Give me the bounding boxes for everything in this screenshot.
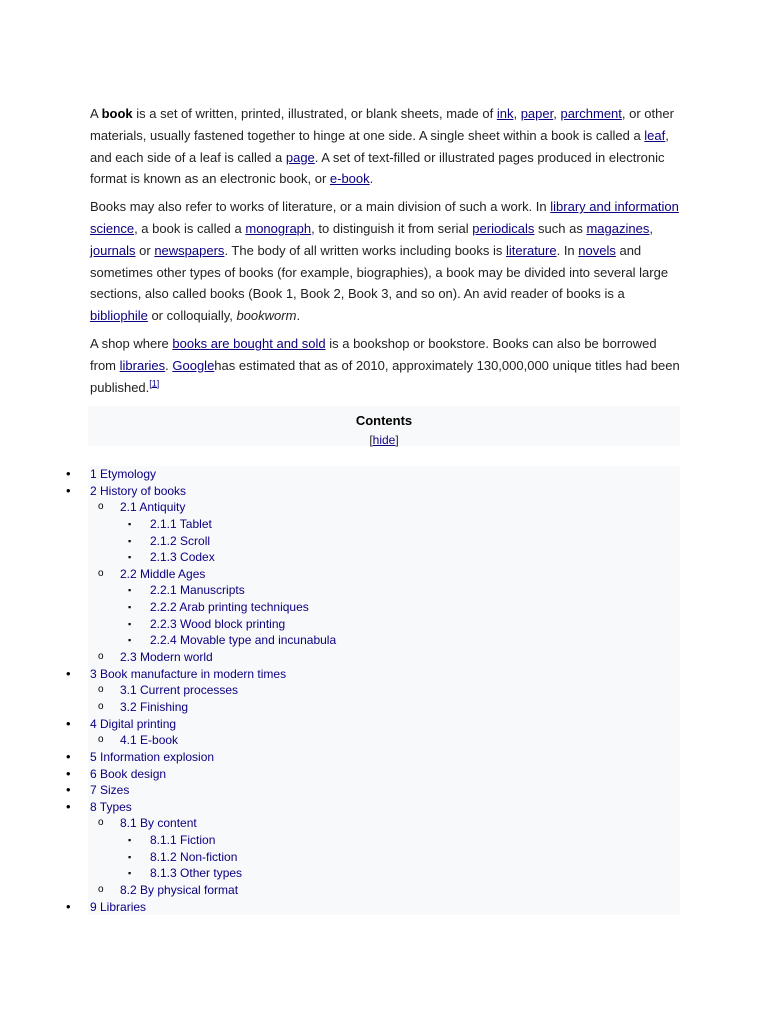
toc-header — [88, 406, 680, 446]
text-run: or colloquially, — [147, 308, 237, 324]
link-novels[interactable]: novels — [578, 242, 616, 258]
text-run: . — [165, 357, 173, 373]
text-run: or — [135, 242, 155, 258]
toc-bullet-icon: ▪ — [128, 552, 132, 563]
toc-link[interactable]: 6 Book design — [90, 766, 167, 781]
link-ink[interactable]: ink — [496, 106, 514, 121]
toc-link[interactable]: 2.2.4 Movable type and incunabula — [150, 633, 337, 648]
link-bibliophile[interactable]: bibliophile — [90, 308, 148, 324]
toc-link[interactable]: 3.2 Finishing — [120, 699, 189, 714]
text-run: , to distinguish it from serial — [311, 220, 473, 236]
toc-link[interactable]: 2.1.1 Tablet — [150, 516, 212, 531]
toc-bullet-icon: • — [66, 782, 71, 798]
toc-bullet-icon: ▪ — [128, 518, 132, 529]
toc-item — [88, 632, 680, 649]
link-monograph[interactable]: monograph — [245, 220, 312, 236]
toc-hide-link[interactable]: hide — [372, 433, 396, 447]
toc-bullet-icon: o — [98, 567, 104, 579]
toc-bullet-icon: o — [98, 734, 104, 746]
toc-toggle — [88, 432, 680, 448]
toc-title: Contents — [355, 413, 413, 428]
toc-item — [88, 599, 680, 616]
toc-bullet-icon: o — [98, 817, 104, 829]
text-run: , and each side of a leaf is called a — [90, 127, 669, 165]
toc-link[interactable]: 9 Libraries — [90, 899, 147, 914]
toc-link[interactable]: 2.2.2 Arab printing techniques — [150, 600, 309, 615]
toc-item — [88, 582, 680, 599]
toc-link[interactable]: 8.1 By content — [120, 816, 197, 831]
toc-item — [88, 499, 680, 516]
toc-bullet-icon: ▪ — [128, 868, 132, 879]
link-literature[interactable]: literature — [506, 242, 557, 258]
toc-link[interactable]: 1 Etymology — [90, 467, 157, 481]
toc-item — [88, 533, 680, 550]
toc-link[interactable]: 8.2 By physical format — [120, 883, 239, 898]
term-book: book — [101, 106, 133, 121]
text-run: , — [513, 106, 521, 121]
text-run: is a set of written, printed, illustrated, or blank sheets, made of — [132, 106, 497, 121]
toc-item — [66, 782, 680, 799]
toc-bullet-icon: • — [66, 715, 71, 731]
toc-bullet-icon: ▪ — [128, 635, 132, 646]
toc-bullet-icon: • — [66, 898, 71, 914]
toc-link[interactable]: 2.1.2 Scroll — [150, 533, 211, 548]
toc-item — [88, 516, 680, 533]
toc-item — [88, 815, 680, 832]
toc-bullet-icon: ▪ — [128, 618, 132, 629]
toc-link[interactable]: 4.1 E-book — [120, 733, 179, 748]
text-run: has estimated that as of 2010, approximately 130,000,000 unique titles had been published. — [90, 357, 680, 395]
toc-bullet-icon: o — [98, 700, 104, 712]
toc-bullet-icon: o — [98, 501, 104, 513]
toc-link[interactable]: 8 Types — [90, 799, 132, 814]
toc-item — [66, 898, 680, 916]
toc-link[interactable]: 2 History of books — [90, 483, 187, 498]
intro-paragraph-2 — [90, 196, 680, 327]
link-leaf[interactable]: leaf — [644, 127, 666, 143]
toc-bullet-icon: • — [66, 765, 71, 781]
toc-item — [88, 849, 680, 866]
toc-link[interactable]: 8.1.2 Non-fiction — [150, 849, 238, 864]
text-run: , a book is called a — [134, 220, 246, 236]
toc-item — [88, 699, 680, 716]
toc-bullet-icon: o — [98, 684, 104, 696]
link-paper[interactable]: paper — [520, 106, 554, 121]
toc-toggle-bracket-open: [ — [369, 433, 373, 447]
toc-item — [88, 732, 680, 749]
toc-link[interactable]: 3 Book manufacture in modern times — [90, 666, 287, 681]
text-run: . — [296, 308, 301, 324]
toc-item — [88, 682, 680, 699]
toc-bullet-icon: • — [66, 798, 71, 814]
link-ebook[interactable]: e-book — [329, 171, 370, 187]
toc-link[interactable]: 8.1.1 Fiction — [150, 833, 216, 848]
text-run: A shop where — [90, 335, 173, 351]
toc-item — [66, 765, 680, 783]
link-page[interactable]: page — [285, 149, 315, 165]
toc-link[interactable]: 2.1.3 Codex — [150, 550, 215, 565]
toc-link[interactable]: 5 Information explosion — [90, 749, 215, 764]
toc-item — [88, 865, 680, 882]
link-library-science[interactable]: library and information science — [90, 199, 679, 236]
toc-bullet-icon: • — [66, 748, 71, 764]
toc-item — [88, 882, 680, 899]
toc-item — [88, 566, 680, 583]
toc-link[interactable]: 2.2.1 Manuscripts — [150, 583, 245, 598]
toc-link[interactable]: 3.1 Current processes — [120, 683, 239, 698]
toc-item — [66, 798, 680, 816]
toc-link[interactable]: 2.3 Modern world — [120, 650, 213, 665]
toc-bullet-icon: o — [98, 884, 104, 896]
text-run: and sometimes other types of books (for example, biographies), a book may be divided into several large sections, also called books (Book 1, Book 2, Book 3, and so on). An avid reader of books is a — [90, 242, 669, 302]
intro-paragraph-1 — [90, 103, 680, 190]
toc-bullet-icon: ▪ — [128, 535, 132, 546]
toc-list — [60, 466, 680, 915]
link-libraries[interactable]: libraries — [119, 357, 166, 373]
link-newspapers[interactable]: newspapers — [154, 242, 225, 258]
toc-bullet-icon: ▪ — [128, 851, 132, 862]
toc-bullet-icon: • — [66, 466, 71, 481]
text-run: . A set of text-filled or illustrated pages produced in electronic format is known as an electronic book, or — [90, 149, 665, 187]
toc-bullet-icon: • — [66, 665, 71, 681]
reference-link-1[interactable]: [1] — [149, 378, 160, 389]
link-journals[interactable]: journals — [90, 242, 136, 258]
toc-link[interactable]: 2.2 Middle Ages — [120, 566, 206, 581]
toc-item — [66, 748, 680, 766]
link-magazines[interactable]: magazines — [586, 220, 650, 236]
link-parchment[interactable]: parchment — [560, 106, 622, 121]
toc-bullet-icon: o — [98, 651, 104, 663]
link-bookselling[interactable]: books are bought and sold — [172, 335, 326, 351]
toc-item — [88, 649, 680, 666]
link-periodicals[interactable]: periodicals — [472, 220, 535, 236]
term-bookworm: bookworm — [236, 308, 297, 324]
toc-bullet-icon: • — [66, 482, 71, 498]
text-run: . The body of all written works including books is — [224, 242, 507, 258]
text-run: . — [369, 171, 374, 187]
toc-item — [66, 466, 680, 483]
text-run: . In — [556, 242, 579, 258]
text-run: , — [553, 106, 561, 121]
toc-item — [66, 482, 680, 500]
toc-bullet-icon: ▪ — [128, 602, 132, 613]
toc-bullet-icon: ▪ — [128, 585, 132, 596]
toc-item — [66, 715, 680, 733]
text-run: , or other materials, usually fastened together to hinge at one side. A single sheet within a book is called a — [90, 106, 674, 143]
toc-link[interactable]: 2.1 Antiquity — [120, 500, 186, 515]
text-run: , — [649, 220, 653, 236]
text-run: is a bookshop or bookstore. Books can also be borrowed from — [90, 335, 657, 373]
toc-item — [88, 616, 680, 633]
toc-toggle-bracket-close: ] — [395, 433, 399, 447]
toc-link[interactable]: 2.2.3 Wood block printing — [150, 616, 286, 631]
toc-bullet-icon: ▪ — [128, 835, 132, 846]
text-run: such as — [534, 220, 587, 236]
intro-paragraph-3 — [90, 333, 680, 398]
toc-link[interactable]: 7 Sizes — [90, 783, 130, 798]
toc-item — [88, 832, 680, 849]
toc-link[interactable]: 4 Digital printing — [90, 716, 177, 731]
toc-item — [88, 549, 680, 566]
article-body — [90, 103, 680, 404]
text-run: A — [90, 106, 102, 121]
text-run: Books may also refer to works of literature, or a main division of such a work. In — [90, 199, 551, 215]
toc-item — [66, 665, 680, 683]
toc-link[interactable]: 8.1.3 Other types — [150, 866, 243, 881]
link-google[interactable]: Google — [172, 357, 215, 373]
